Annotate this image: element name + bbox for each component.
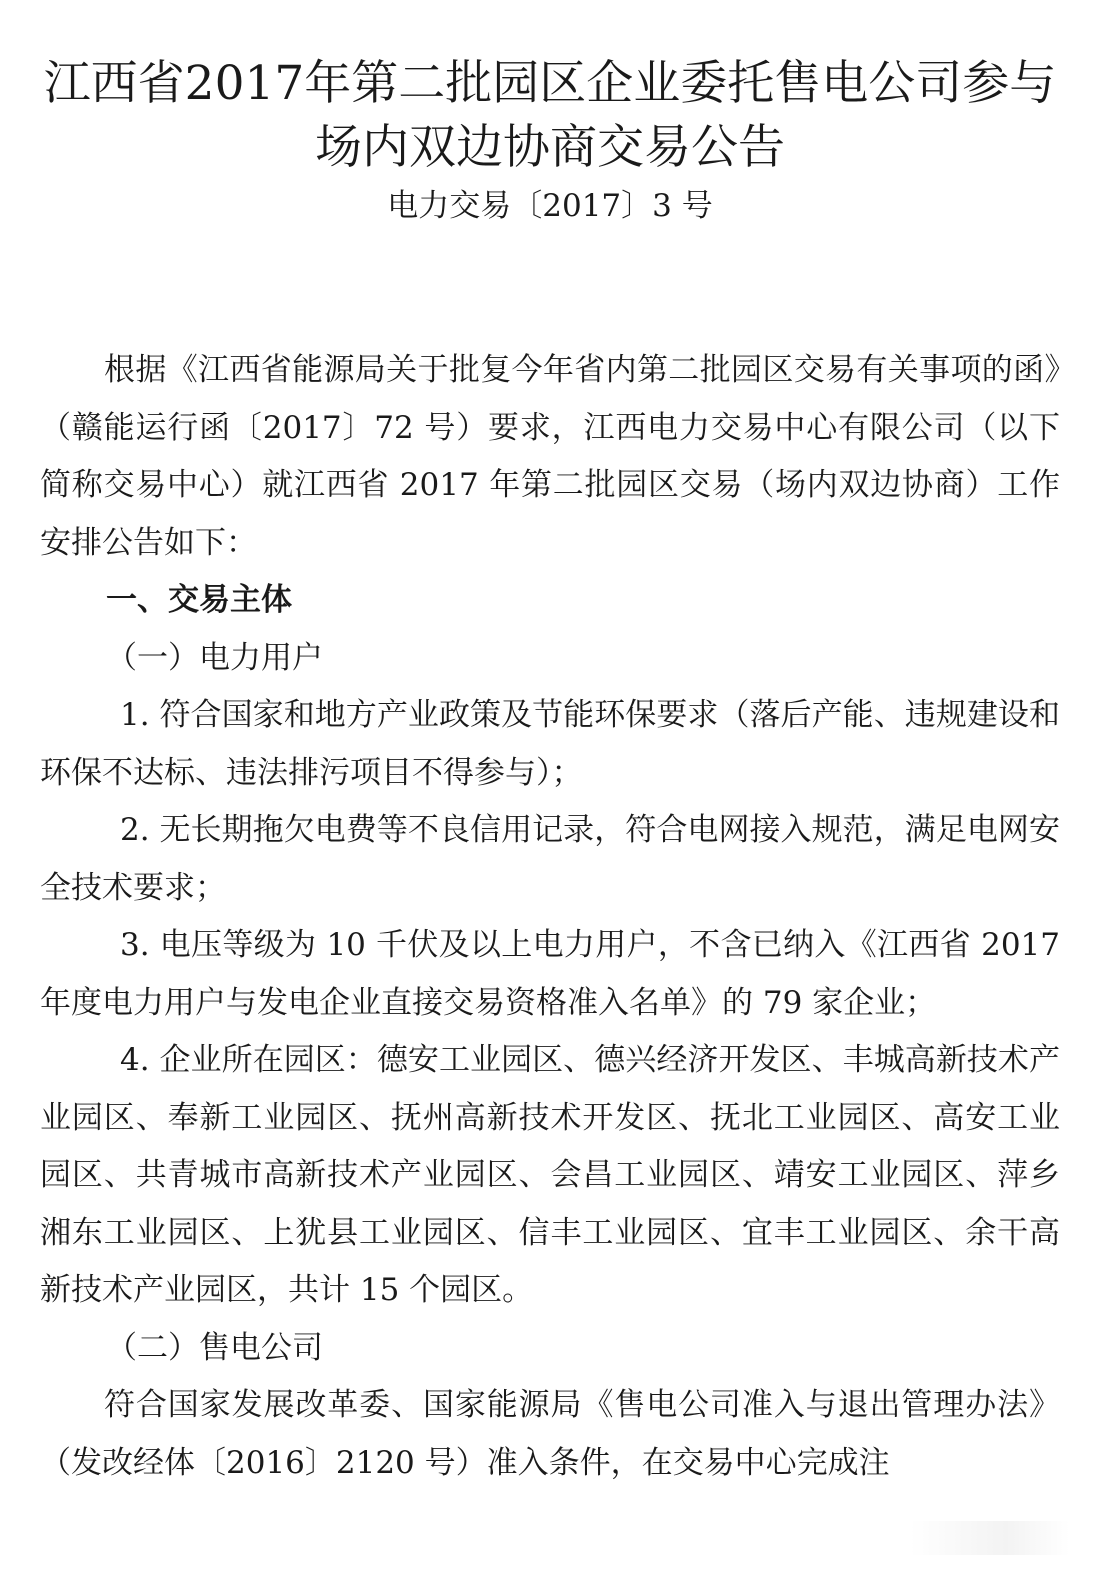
section-heading-trading-entities: 一、交易主体 — [106, 582, 292, 618]
scan-watermark-smudge — [910, 1521, 1070, 1555]
subsection-heading-power-users: （一）电力用户 — [106, 639, 323, 676]
document-number: 电力交易〔2017〕3 号 — [387, 188, 713, 224]
title-line-1: 江西省2017年第二批园区企业委托售电公司参与 — [43, 56, 1057, 111]
list-item: 4. 企业所在园区：德安工业园区、德兴经济开发区、丰城高新技术产业园区、奉新工业园区、抚州高新技术开发区、抚北工业园区、高安工业园区、共青城市高新技术产业园区、会昌工业园区、靖安工业园区、萍乡湘东工业园区、上犹县工业园区、信丰工业园区、宜丰工业园区、余干高新技术产业园区，共计 15 个园区。 — [40, 1042, 1060, 1308]
list-item: 3. 电压等级为 10 千伏及以上电力用户，不含已纳入《江西省 2017 年度电力用户与发电企业直接交易资格准入名单》的 79 家企业； — [40, 927, 1060, 1021]
title-line-2: 场内双边协商交易公告 — [315, 120, 785, 175]
list-item: 1. 符合国家和地方产业政策及节能环保要求（落后产能、违规建设和环保不达标、违法排污项目不得参与）； — [40, 697, 1060, 791]
intro-paragraph: 根据《江西省能源局关于批复今年省内第二批园区交易有关事项的函》（赣能运行函〔2017〕72 号）要求，江西电力交易中心有限公司（以下简称交易中心）就江西省 2017 年第二批园区交易（场内双边协商）工作安排公告如下： — [40, 352, 1060, 561]
subsection-heading-power-sales-companies: （二）售电公司 — [106, 1329, 323, 1366]
document-title — [40, 52, 1060, 180]
sales-company-paragraph: 符合国家发展改革委、国家能源局《售电公司准入与退出管理办法》（发改经体〔2016〕2120 号）准入条件，在交易中心完成注 — [40, 1387, 1060, 1481]
list-item: 2. 无长期拖欠电费等不良信用记录，符合电网接入规范，满足电网安全技术要求； — [40, 812, 1060, 906]
document-body — [40, 342, 1060, 1492]
